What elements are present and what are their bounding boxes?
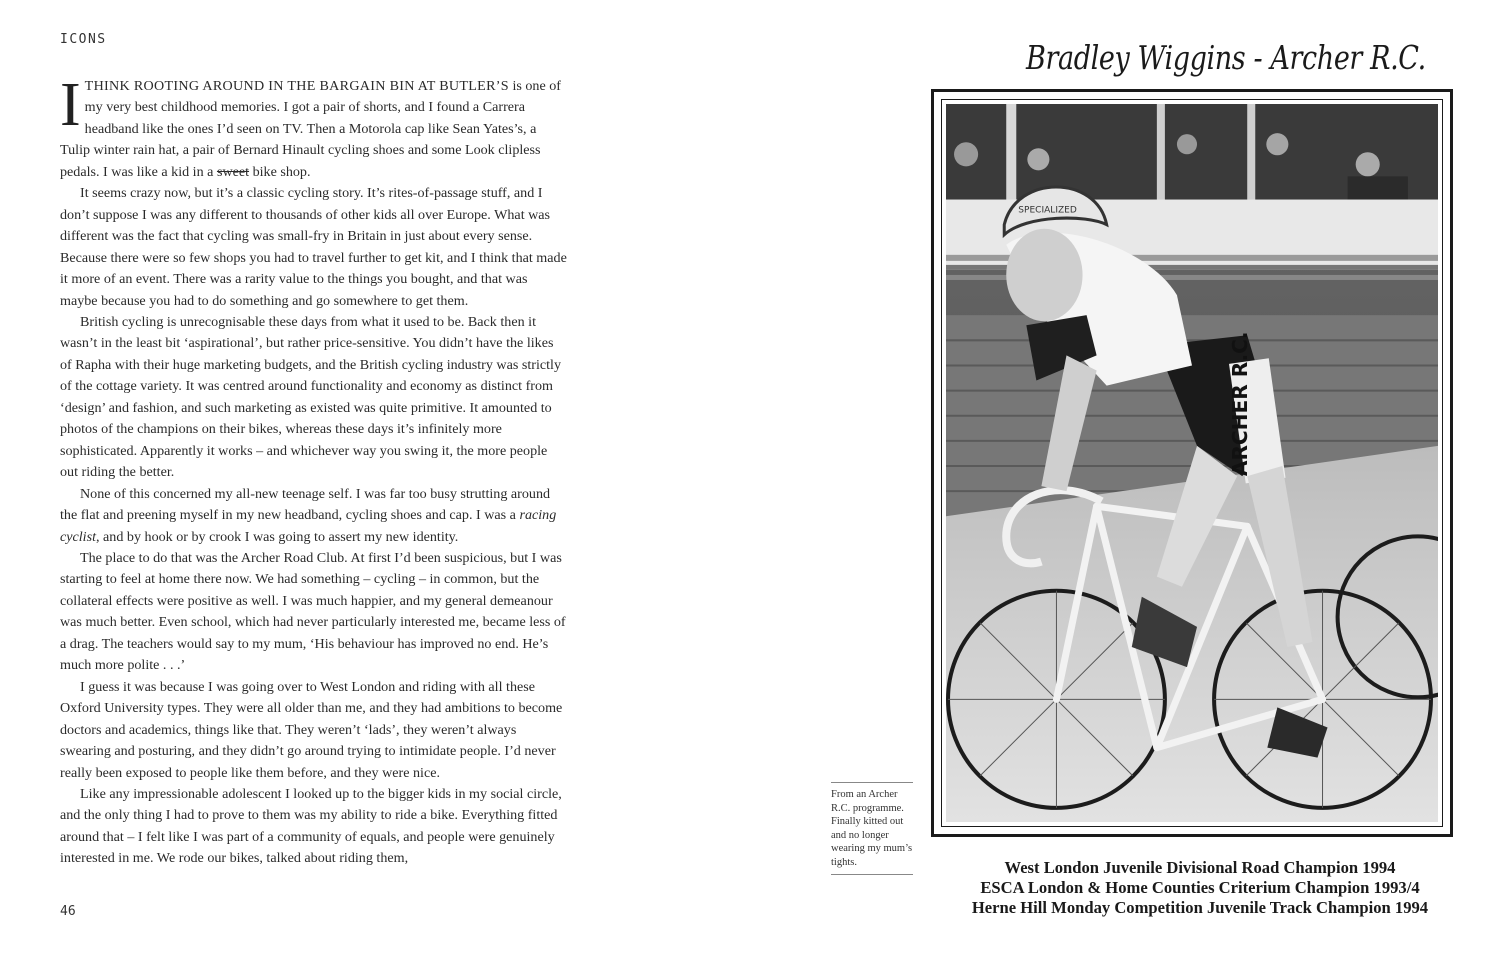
drop-cap: I (60, 71, 81, 139)
paragraph-7: Like any impressionable adolescent I looked up to the bigger kids in my social circle, and the only thing I had to prove to them was my ability to ride a bike. Everything fitted around that – I felt like I was part of a community of equals, and people were genuinely interested in me. We rode our bikes, talked about riding them, (60, 785, 562, 867)
running-head: ICONS (60, 32, 107, 47)
paragraph-1-text-b: bike shop. (249, 163, 311, 180)
paragraph-1-text-a: is one of my very best childhood memories. I got a pair of shorts, and I found a Carrera headband like the ones I’d seen on TV. Then a Motorola cap like Sean Yates’s, a Tulip winter rain hat, a pair of Bernard Hinault cycling shoes and some Look clipless pedals. I was like a kid in a (60, 78, 561, 180)
paragraph-1 (60, 71, 568, 183)
photo-caption: From an Archer R.C. programme. Finally kitted out and no longer wearing my mum’s tights. (831, 782, 913, 875)
honour-1: West London Juvenile Divisional Road Champion 1994 (1004, 858, 1396, 877)
programme-title: Bradley Wiggins - Archer R.C. (1026, 38, 1426, 77)
paragraph-4-text-a: None of this concerned my all-new teenage self. I was far too busy strutting around the flat and preening myself in my new headband, cycling shoes and cap. I was a (60, 485, 551, 524)
struck-word: sweet (216, 163, 250, 180)
paragraph-6: I guess it was because I was going over to West London and riding with all these Oxford University types. They were all older than me, and they had ambitions to become doctors and academics, things like that. They weren’t ‘lads’, they weren’t always swearing and posturing, and they didn’t go around trying to intimidate people. I’d never really been exposed to people like them before, and they were nice. (60, 678, 563, 781)
lead-in-smallcaps: THINK ROOTING AROUND IN THE BARGAIN BIN AT BUTLER’S (84, 78, 509, 94)
honour-3: Herne Hill Monday Competition Juvenile Track Champion 1994 (971, 898, 1429, 917)
paragraph-3: British cycling is unrecognisable these days from what it used to be. Back then it wasn’t in the least bit ‘aspirational’, but rather price-sensitive. You didn’t have the likes of Rapha with their huge marketing budgets, and the British cycling industry was strictly of the cottage variety. It was centred around functionality and economy as distinct from ‘design’ and fashion, and such marketing as existed was quite primitive. It amounted to photos of the champions on their bikes, whereas these days it’s infinitely more sophisticated. Apparently it works – and whichever way you swing it, the more people out riding the better. (60, 313, 562, 481)
paragraph-2: It seems crazy now, but it’s a classic cycling story. It’s rites-of-passage stuff, and I don’t suppose I was any different to thousands of other kids all over Europe. What was different was the fact that cycling was small-fry in Britain in just about every sense. Because there were so few shops you had to travel further to get kit, and I think that made it more of an event. There was a rarity value to the things you bought, and that was maybe because you had to do something and go somewhere to get them. (60, 185, 567, 309)
honour-2: ESCA London & Home Counties Criterium Champion 1993/4 (980, 878, 1420, 897)
honours-list (940, 858, 1460, 918)
cyclist-photo-illustration (946, 104, 1438, 822)
photo-frame (931, 89, 1453, 837)
body-text (60, 71, 568, 870)
paragraph-4-text-b: , and by hook or by crook I was going to assert my new identity. (96, 528, 459, 545)
italic-phrase: racing cyclist (60, 507, 557, 545)
photo-inner-border (941, 99, 1443, 827)
paragraph-4 (60, 484, 568, 548)
shorts-text: ARCHER R.C. (1228, 331, 1253, 477)
cyclist-photo (946, 104, 1438, 822)
paragraph-5: The place to do that was the Archer Road Club. At first I’d been suspicious, but I was starting to feel at home there now. We had something – cycling – in common, but the collateral effects were positive as well. I was much happier, and my general demeanour was much better. Even school, which had never particularly interested me, became less of a drag. The teachers would say to my mum, ‘His behaviour has improved no end. He’s much more polite . . .’ (60, 549, 566, 674)
helmet-text: SPECIALIZED (1018, 205, 1077, 216)
page-number: 46 (60, 904, 76, 919)
